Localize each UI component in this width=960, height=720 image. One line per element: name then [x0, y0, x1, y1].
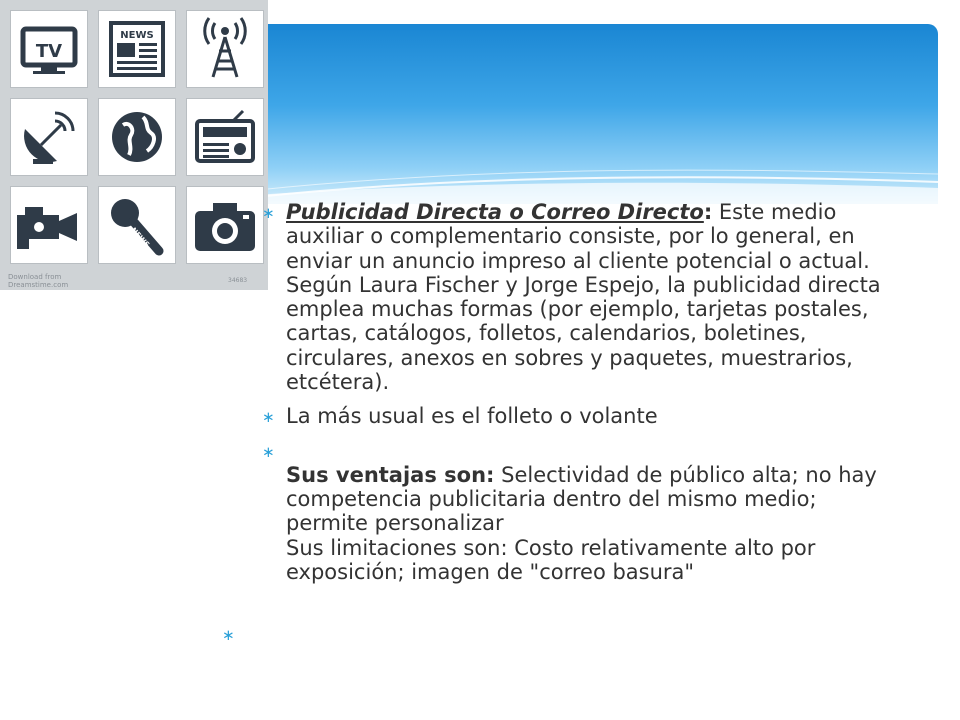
bullet-marker-icon: ∗	[262, 442, 275, 461]
image-credit-line2: Dreamstime.com	[8, 281, 69, 289]
globe-icon	[98, 98, 176, 176]
bullet-item	[262, 439, 882, 584]
media-icons-image	[0, 0, 268, 290]
tv-icon-label: TV	[35, 41, 63, 62]
bullet-text: Este medio auxiliar o complementario consiste, por lo general, en enviar un anuncio impreso al cliente potencial o actual.	[286, 200, 870, 273]
image-credit	[8, 273, 68, 289]
header-wave-decoration	[238, 24, 938, 204]
satellite-dish-icon	[10, 98, 88, 176]
radio-tower-icon	[186, 10, 264, 88]
image-credit-id: 34683	[228, 277, 248, 284]
bullet-term: Publicidad Directa o Correo Directo	[286, 200, 704, 224]
image-credit-line1: Download from	[8, 273, 62, 281]
newspaper-icon-label: NEWS	[120, 30, 154, 41]
bullet-term-colon: :	[703, 200, 713, 224]
bullet-item	[262, 200, 882, 394]
bullet-extra-text: Según Laura Fischer y Jorge Espejo, la publicidad directa emplea muchas formas (por ejemplo, tarjetas postales, cartas, catálogos, folletos, calendarios, boletines, circulares, anexos en sobres y paquetes, muestrarios, etcétera).	[286, 272, 881, 395]
video-camera-icon	[10, 186, 88, 264]
header-band	[238, 24, 938, 204]
slide-body	[262, 200, 882, 594]
bullet-spacer	[286, 439, 882, 463]
bullet-item	[262, 404, 882, 428]
bullet-text: Selectividad de público alta; no hay competencia publicitaria dentro del mismo medio; permite personalizar	[286, 462, 877, 536]
newspaper-icon	[98, 10, 176, 88]
photo-camera-icon	[186, 186, 264, 264]
empty-bullet-marker-icon: ∗	[222, 626, 235, 644]
bullet-marker-icon: ∗	[262, 408, 275, 427]
microphone-icon	[98, 186, 176, 264]
bullet-marker-icon: ∗	[262, 204, 275, 222]
bullet-text: La más usual es el folleto o volante	[286, 404, 658, 429]
radio-icon	[186, 98, 264, 176]
tv-icon	[10, 10, 88, 88]
microphone-icon-label: NEWS	[129, 226, 152, 249]
bullet-extra-text: Sus limitaciones son: Costo relativamente alto por exposición; imagen de "correo basura"	[286, 535, 816, 584]
bullet-term: Sus ventajas son:	[286, 462, 495, 487]
